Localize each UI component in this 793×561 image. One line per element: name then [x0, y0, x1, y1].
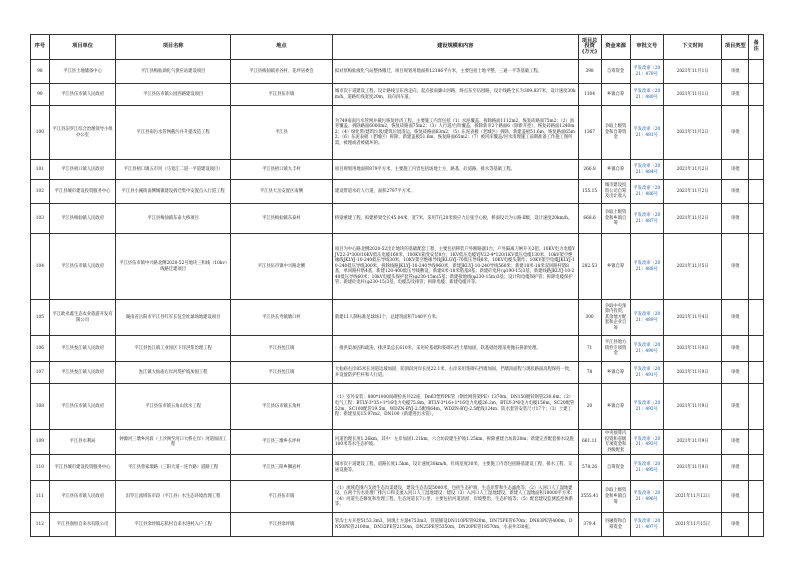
table-row — [31, 204, 764, 234]
cell-docno: 平发改审〔2021〕481号 — [630, 106, 663, 160]
table-row — [31, 106, 764, 160]
cell-investment: 3555.41 — [578, 481, 601, 513]
table-row — [31, 430, 764, 455]
header-remark: 备注 — [749, 35, 764, 60]
cell-date: 2021年11月1日 — [663, 60, 721, 84]
cell-content: 河道治理长度1.26km，其中：左岸加固1.21km，六合坊段建生护坡1.25km，拆除重建合坊段20m；新建完善配套排水设施100米等水生态护坡。 — [332, 430, 578, 455]
cell-seq: 98 — [31, 60, 50, 84]
cell-content: 城市次干道建设工程，道路长度1.5km，设计速度30km/h，红线宽度30米，主要施工内容包括路基建设工程、排水工程、交通设施等。 — [332, 455, 578, 481]
cell-name: 平江县梧口镇五市河（马宽江二道一平道建设项目） — [116, 160, 231, 180]
cell-location: 平江县伍市镇 — [230, 481, 332, 513]
cell-funding: 乡镇自筹 — [601, 160, 630, 180]
cell-name: 平江县瓮江镇工业园区下洋洪浆治理工程 — [116, 336, 231, 362]
cell-type: 审批 — [722, 513, 749, 537]
cell-date: 2021年11月2日 — [663, 106, 721, 160]
cell-unit: 平江县土地储备中心 — [49, 60, 116, 84]
cell-remark — [749, 430, 764, 455]
header-docno: 审批文号 — [630, 35, 663, 60]
cell-remark — [749, 160, 764, 180]
cell-date: 2021年11月4日 — [663, 300, 721, 336]
cell-unit: 平江县梧口镇人民政府 — [49, 160, 116, 180]
cell-date: 2021年11月15日 — [663, 513, 721, 537]
cell-seq: 112 — [31, 513, 50, 537]
cell-remark — [749, 513, 764, 537]
cell-remark — [749, 84, 764, 106]
cell-content: 项目规划用地面积879平方米，主要施工内容包括场地土方，路基、砼道路，排水等基础工程。 — [332, 160, 578, 180]
cell-location: 平江县瓮江镇 — [230, 336, 332, 362]
cell-docno: 平发改审〔2021〕489号 — [630, 300, 663, 336]
cell-name: 平江县伍市镇五角山饮水工程 — [116, 384, 231, 430]
cell-investment: 379.4 — [578, 513, 601, 537]
cell-location: 平江县三阳乡狮岩村 — [230, 455, 332, 481]
cell-seq: 99 — [31, 84, 50, 106]
cell-investment: 1104 — [578, 84, 601, 106]
cell-docno: 平发改审〔2021〕492号 — [630, 384, 663, 430]
header-type: 项目类型 — [722, 35, 749, 60]
table-row — [31, 160, 764, 180]
cell-unit: 平江县水利局 — [49, 430, 116, 455]
cell-docno: 平发改审〔2021〕487号 — [630, 204, 663, 234]
cell-type: 审批 — [722, 481, 749, 513]
cell-content: （1）室外安装：800*1000间砌检查井22座，Dn63塑料PE管（钢丝网骨架PE）1370m，DN150镀锌钢管230.6m；（2）电气工程：BTLY-3*35+1*16电力电缆75.8m，BTLY-3*16+1*16电力电缆26.2m，BTLY-3*6电力电缆156m，SC20配管52m，SC100配管19.5m，WDZN-BYJ-2.5配线64m，WDZN-BYJ-2.5配线124m；防水套管安装尺寸17个；（3）土建工程：新建泵房15.97m2，DN100（新建进出水管）。 — [332, 384, 578, 430]
table-row — [31, 300, 764, 336]
cell-seq: 108 — [31, 384, 50, 430]
header-date: 下文时间 — [663, 35, 721, 60]
cell-date: 2021年11月9日 — [663, 362, 721, 384]
cell-date: 2021年11月12日 — [663, 481, 721, 513]
cell-date: 2021年11月9日 — [663, 430, 721, 455]
cell-date: 2021年11月2日 — [663, 204, 721, 234]
cell-docno: 平发改审〔2021〕491号 — [630, 362, 663, 384]
cell-funding: 乡镇自筹 — [601, 84, 630, 106]
cell-remark — [749, 336, 764, 362]
cell-remark — [749, 180, 764, 204]
cell-unit: 平江县瓮江镇人民政府 — [49, 362, 116, 384]
cell-name: 平江县梅仙镇东泰大桥项目 — [116, 204, 231, 234]
cell-unit: 平江县润恒自来水有限公司 — [49, 513, 116, 537]
cell-date: 2021年11月5日 — [663, 234, 721, 300]
cell-investment: 282.53 — [578, 234, 601, 300]
cell-remark — [749, 481, 764, 513]
cell-type: 审批 — [722, 60, 749, 84]
cell-type: 审批 — [722, 430, 749, 455]
cell-funding: 县融资和自筹资金 — [601, 513, 630, 537]
cell-location: 平江县梅仙镇东泰村 — [230, 204, 332, 234]
cell-funding: 城市建设投资公司自筹及出让收入 — [601, 180, 630, 204]
cell-unit: 平江县城市建设投资服务中心 — [49, 180, 116, 204]
header-row — [31, 35, 764, 60]
cell-docno: 平发改审〔2021〕479号 — [630, 60, 663, 84]
cell-investment: 398 — [578, 60, 601, 84]
cell-unit: 平江县伍市镇人民政府 — [49, 384, 116, 430]
approval-table-page — [30, 34, 764, 537]
cell-funding: 乡镇自筹 — [601, 362, 630, 384]
cell-seq: 107 — [31, 362, 50, 384]
cell-unit: 平江县伍市镇人民政府 — [49, 234, 116, 300]
cell-location: 平江县梅仙镇青谷村、花坪居委会 — [230, 60, 332, 84]
table-row — [31, 336, 764, 362]
cell-remark — [749, 362, 764, 384]
cell-unit: 平江县伍市镇人民政府 — [49, 481, 116, 513]
cell-type: 审批 — [722, 336, 749, 362]
cell-type: 审批 — [722, 160, 749, 180]
cell-unit: 平江县梅仙镇人民政府 — [49, 204, 116, 234]
cell-location: 平江县梧口镇九丰村 — [230, 160, 332, 180]
cell-funding: 自筹资金 — [601, 455, 630, 481]
cell-content: 管沟土方开挖5153.3m3，回填土方量4753m3，管道铺设DN110PE管920m，DN75PE管670m；DN63PE管400m，DN50PE管2100m，DN32PE管2150m，DN25PE管5350m，DN20PE管18570m，水表井330座。 — [332, 513, 578, 537]
cell-funding: 争取中央预算内投资，其余地方配套和企业自筹 — [601, 300, 630, 336]
cell-investment: 20 — [578, 384, 601, 430]
cell-investment: 668.6 — [578, 204, 601, 234]
cell-investment: 155.15 — [578, 180, 601, 204]
cell-investment: 1367 — [578, 106, 601, 160]
table-row — [31, 384, 764, 430]
table-row — [31, 84, 764, 106]
project-approval-table — [30, 34, 764, 537]
cell-content: 大仙庙右岸85米长河道边坡加固，防滑段河岸长度22.1米，右岸采用浆砌石挡墙加固，挡墙顶面程与现状路面高程保持一致，并设置防护栏杆和人行道。 — [332, 362, 578, 384]
header-content: 建设规模和内容 — [332, 35, 578, 60]
cell-investment: 266.8 — [578, 160, 601, 180]
table-row — [31, 234, 764, 300]
cell-location: 平江县余坪镇 — [230, 513, 332, 537]
cell-docno: 平发改审〔2021〕488号 — [630, 234, 663, 300]
cell-docno: 平发改审〔2021〕496号 — [630, 481, 663, 513]
cell-name: 平江县曾家塅路（三阳大道一连竹路）道路工程 — [116, 455, 231, 481]
cell-location: 平江县长寿镇塘口村 — [230, 300, 332, 336]
table-row — [31, 362, 764, 384]
cell-docno: 平发改审〔2021〕497号 — [630, 513, 663, 537]
table-row — [31, 513, 764, 537]
cell-location: 平江县伍市镇 — [230, 84, 332, 106]
cell-remark — [749, 384, 764, 430]
cell-date: 2021年11月2日 — [663, 180, 721, 204]
cell-unit: 平江欧亚鑫生态农业旅游开发有限公司 — [49, 300, 116, 336]
cell-funding: 争取上级资金和乡镇自筹 — [601, 204, 630, 234]
cell-funding: 争取上级资金和乡镇自筹 — [601, 481, 630, 513]
cell-seq: 103 — [31, 204, 50, 234]
cell-docno: 平发改审〔2021〕484号 — [630, 160, 663, 180]
cell-remark — [749, 106, 764, 160]
cell-content: 城市次干道建设工程，设计路线呈东西走向，起点接南廉山河路，终点东至伍园路，设计线路全长为309.837米，设计速度30km/h，道路红线宽度20m，双向四车道。 — [332, 84, 578, 106]
cell-content: 建设带道水砼人行道，面积2797平方米。 — [332, 180, 578, 204]
cell-type: 审批 — [722, 84, 749, 106]
cell-name: 汨罗江流域伍市段（平江县）水生态环境治理工程 — [116, 481, 231, 513]
cell-investment: 71 — [578, 336, 601, 362]
cell-content: 拟对原梅仙液化气站整体搬迁，项目规划用地面积12186平方米，主要包括土地平整、三通一平等基础工程。 — [332, 60, 578, 84]
cell-investment: 300 — [578, 300, 601, 336]
cell-remark — [749, 455, 764, 481]
cell-location: 平江县伍市镇五角村 — [230, 384, 332, 430]
cell-docno: 平发改审〔2021〕490号 — [630, 336, 663, 362]
cell-funding: 中央预算内投资和省级专项资金和县级配套 — [601, 430, 630, 455]
table-row — [31, 180, 764, 204]
table-row — [31, 455, 764, 481]
cell-funding: 争取上级资金和自筹资金 — [601, 106, 630, 160]
cell-type: 审批 — [722, 106, 749, 160]
cell-type: 审批 — [722, 204, 749, 234]
cell-seq: 110 — [31, 455, 50, 481]
cell-funding: 乡镇自筹 — [601, 384, 630, 430]
cell-name: 湖南省岳阳市平江县红军长征会址球场地建设项目 — [116, 300, 231, 336]
cell-location: 平江县三墩乡长坪村 — [230, 430, 332, 455]
cell-location: 平江县伍市镇中兴路北侧 — [230, 234, 332, 300]
table-row — [31, 481, 764, 513]
cell-name: 瓮江镇大仙庙右岸河堤护坡加固工程 — [116, 362, 231, 384]
table-row — [31, 60, 764, 84]
cell-seq: 111 — [31, 481, 50, 513]
cell-unit: 平江县伍市镇人民政府 — [49, 84, 116, 106]
cell-location: 平江县天岳安置区南侧 — [230, 180, 332, 204]
cell-funding: 平江县地方债券专项资金 — [601, 336, 630, 362]
cell-investment: 661.11 — [578, 430, 601, 455]
cell-seq: 105 — [31, 300, 50, 336]
header-seq: 序号 — [31, 35, 50, 60]
cell-content: （1）流域范围内支流生态沟渠建设，建设生态沟渠5000米，包括生态护坡、生态岸带和生态滤池等；（2）入河口人工湿地建设，在两个污水处理厂排污口和支流入河口人工湿地建设：建设（3）入河口人工湿地建设，新建人工湿地面积18000平方米；（4）河道生态修复和治理工程，生态河道长7公里；主要包括河道清淤、岸坡整治、生态护坡等；（5）配套建设监测监控体系等。 — [332, 481, 578, 513]
cell-date: 2021年11月1日 — [663, 84, 721, 106]
cell-date: 2021年11月9日 — [663, 336, 721, 362]
cell-content: 项目为中心路北侧2020-52出让地块的基础配套工程，主要包括移装户外断路器1台，户外隔离刀闸开关2把，10KV电力电缆YJV22-3*300/10KV低压电缆160米，100KV箱变安装8台；1KV低压电缆YJV22-4*120/1KV低压电缆130米、10kV架空绝缘线JKLYJ-10-240低压导线30米，10KV架空绝缘导线JKLGYJ-70低压导线8米，10KV电缆头制作；10KV架空电缆JKLYJ-10-240低压导线300米，拆除线路JKLYJ-10-240导线960米，新建JKLYJ-10-240导线560米；新建18米-18米双回路杆塔8基，单回路杆塔4基，新建120-400低压导线敷设，新建8米-18米塔基8基；新建砼电杆(φ190-15)3基，新建线路JKLYJ-10-240低压导线60米；10kV电缆头保护套管(φ230-15m)5基；新建接地线(φ230-15m)3基；设计和电缆保护管；拆除电缆保护管；新建砼电杆(φ230-15)3基，电缆沟及排管；拆除电缆；新建电缆井等。 — [332, 234, 578, 300]
cell-type: 审批 — [722, 384, 749, 430]
cell-seq: 102 — [31, 180, 50, 204]
header-investment: 项目总投资(万元) — [578, 35, 601, 60]
cell-investment: 578.26 — [578, 455, 601, 481]
cell-content: 新建11人制标准足球场1个，总建筑面积7140平方米。 — [332, 300, 578, 336]
cell-remark — [749, 60, 764, 84]
cell-type: 审批 — [722, 180, 749, 204]
cell-name: 平江县伍市镇公园西路建设项目 — [116, 84, 231, 106]
cell-content: 为749南南污水管网并截污恢复经济工程，主要施工内容包括（1）水泥覆盖、拆除路面1112m2，恢复砖路面75m2；（2）沥青覆盖、拆除路面6000m2，恢复砖路面75m2；（3）人行道/台阶覆盖，拆除新市2个路面6（除新开挖），恢复砖路面1240m2；（4）绿化带/建筑垃圾/建筑垃圾清运，恢复砖路面63m2；（5）东泥表板（老城区）拆除，新建盖板51.6m，恢复路面65m2；（6）东泥表板（老城区）拆除，新建盖板51.6m，恢复路面65m2；（7）被河床覆盖/河水清理施工前期准备工作施工图所需，被埋或者被破坏的。 — [332, 106, 578, 160]
cell-name: 平江县梅仙酒化气供应站建设项目 — [116, 60, 231, 84]
cell-name: 平江县余坪镇忘私村自来水进村入户工程 — [116, 513, 231, 537]
cell-investment: 78 — [578, 362, 601, 384]
cell-remark — [749, 204, 764, 234]
cell-name: 平江县南污水管网截污并升提改造工程 — [116, 106, 231, 160]
cell-funding: 自筹资金 — [601, 60, 630, 84]
header-name: 项目名称 — [116, 35, 231, 60]
cell-unit: 平江县汨罗江综合治理领导小组办公室 — [49, 106, 116, 160]
cell-name: 平江县伍市镇中兴路北侧2020-52号地块三和线（10kv）线路迁建项目 — [116, 234, 231, 300]
cell-content: 桥梁重建工程，拟建桥梁全长45.04米，宽7米，采用7孔20米预应力后张空心板，桥面设计为公路-Ⅱ级，设计速度20km/h。 — [332, 204, 578, 234]
cell-seq: 104 — [31, 234, 50, 300]
cell-remark — [749, 300, 764, 336]
cell-location: 平江县 — [230, 106, 332, 160]
cell-type: 审批 — [722, 362, 749, 384]
cell-type: 审批 — [722, 455, 749, 481]
cell-date: 2021年11月9日 — [663, 384, 721, 430]
cell-seq: 101 — [31, 160, 50, 180]
cell-funding: 乡镇自筹 — [601, 234, 630, 300]
cell-date: 2021年11月2日 — [663, 160, 721, 180]
cell-type: 审批 — [722, 300, 749, 336]
cell-seq: 106 — [31, 336, 50, 362]
cell-docno: 平发改审〔2021〕495号 — [630, 455, 663, 481]
cell-name: 平江县小溪街南侧城镇建设拆迁集中安置点入行道工程 — [116, 180, 231, 204]
cell-docno: 平发改审〔2021〕493号 — [630, 430, 663, 455]
cell-date: 2021年11月9日 — [663, 455, 721, 481]
header-funding: 资金来源 — [601, 35, 630, 60]
cell-unit: 平江县城市建设投资服务中心 — [49, 455, 116, 481]
cell-unit: 平江县瓮江镇人民政府 — [49, 336, 116, 362]
cell-remark — [749, 234, 764, 300]
cell-seq: 109 — [31, 430, 50, 455]
header-location: 地点 — [230, 35, 332, 60]
header-unit: 项目单位 — [49, 35, 116, 60]
cell-name: 钟源河三墩乡河段（上沙洲至河口大桥左岸）河道加固工程 — [116, 430, 231, 455]
cell-location: 平江县瓮江镇 — [230, 362, 332, 384]
cell-docno: 平发改审〔2021〕486号 — [630, 180, 663, 204]
cell-docno: 平发改审〔2021〕480号 — [630, 84, 663, 106]
cell-type: 审批 — [722, 234, 749, 300]
cell-seq: 100 — [31, 106, 50, 160]
cell-content: ：排洪渠加固和疏浚，排洪渠总长610米，采用砼基础和浆砌石挡土墙加固，软基础处理采用抛石挤淤处理。 — [332, 336, 578, 362]
